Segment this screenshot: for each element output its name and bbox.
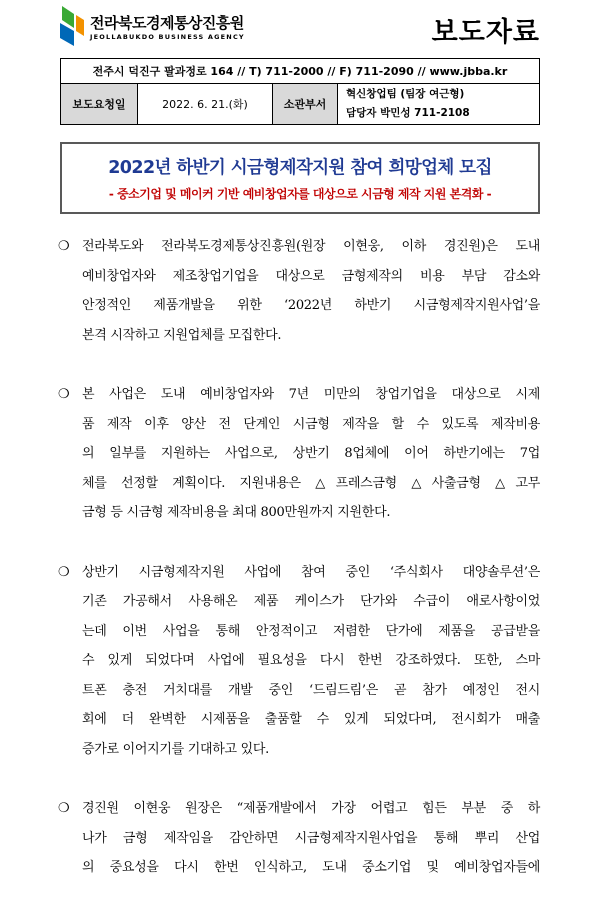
paragraph-line: 수 있게 되었다며 사업에 필요성을 다시 한번 강조하였다. 또한, 스마 (82, 653, 540, 668)
request-date-label: 보도요청일 (61, 84, 138, 125)
paragraph-line: 회에 더 완벽한 시제품을 출품할 수 있게 되었다며, 전시회가 매출 (82, 712, 540, 727)
headline-subtitle: - 중소기업 및 메이커 기반 예비창업자를 대상으로 시금형 제작 지원 본격화 - (108, 187, 492, 201)
paragraph-line: 상반기 시금형제작지원 사업에 참여 중인 ‘주식회사 대양솔루션’은 (82, 564, 540, 580)
paragraph-line: 증가로 이어지기를 기대하고 있다. (82, 741, 269, 757)
paragraph-line: 품 제작 이후 양산 전 단계인 시금형 제작을 할 수 있도록 제작비용 (82, 416, 540, 432)
bullet-circle-icon: ❍ (58, 801, 70, 816)
paragraph-line: 예비창업자와 제조창업기업을 대상으로 금형제작의 비용 부담 감소와 (82, 268, 540, 284)
paragraph-line: 기존 가공해서 사용해온 제품 케이스가 단가와 수급이 애로사항이었 (82, 594, 540, 609)
department-name: 혁신창업팀 (팀장 여근형) (346, 88, 465, 100)
page-header (0, 0, 600, 60)
org-name-english: JEOLLABUKDO BUSINESS AGENCY (90, 33, 245, 41)
paragraph-4 (58, 794, 540, 883)
document-type-title: 보도자료 (431, 17, 540, 48)
paragraph-line: 나가 금형 제작임을 감안하면 시금형제작지원사업을 통해 뿌리 산업 (82, 830, 540, 846)
organization-logo (56, 4, 286, 48)
paragraph-line: 본격 시작하고 지원업체를 모집한다. (82, 327, 282, 343)
paragraph-line: 의 중요성을 다시 한번 인식하고, 도내 중소기업 및 예비창업자들에 (82, 860, 540, 875)
headline-box (60, 142, 540, 214)
staff-contact: 담당자 박민성 711-2108 (346, 107, 470, 119)
bullet-circle-icon: ❍ (58, 239, 70, 254)
logo-orange-shape (76, 15, 84, 36)
department-label: 소관부서 (273, 84, 338, 125)
logo-green-shape (62, 6, 74, 28)
paragraph-line: 는데 이번 사업을 통해 안정적이고 저렴한 단가에 제품을 공급받을 (82, 623, 540, 639)
paragraph-line: 금형 등 시금형 제작비용을 최대 800만원까지 지원한다. (82, 505, 391, 520)
department-info (338, 84, 540, 125)
bullet-circle-icon: ❍ (58, 387, 70, 402)
paragraph-1 (58, 232, 540, 350)
logo-mark-icon (56, 4, 86, 48)
paragraph-line: 의 일부를 지원하는 사업으로, 상반기 8업체에 이어 하반기에는 7업 (82, 446, 540, 461)
paragraph-3 (58, 558, 540, 765)
paragraph-line: 체를 선정할 계획이다. 지원내용은 △프레스금형 △사출금형 △고무 (82, 475, 540, 491)
headline-title: 2022년 하반기 시금형제작지원 참여 희망업체 모집 (108, 158, 492, 178)
contact-info-table (60, 58, 540, 125)
paragraph-2 (58, 380, 540, 528)
bullet-circle-icon: ❍ (58, 564, 70, 580)
request-date-value: 2022. 6. 21.(화) (138, 84, 273, 125)
paragraph-line: 안정적인 제품개발을 위한 ‘2022년 하반기 시금형제작지원사업’을 (82, 298, 540, 313)
paragraph-line: 본 사업은 도내 예비창업자와 7년 미만의 창업기업을 대상으로 시제 (82, 387, 540, 402)
article-body (58, 232, 540, 913)
address-line: 전주시 덕진구 팔과정로 164 // T) 711-2000 // F) 711-2090 // www.jbba.kr (61, 59, 540, 84)
paragraph-line: 경진원 이현웅 원장은 “제품개발에서 가장 어렵고 힘든 부분 중 하 (82, 801, 540, 816)
paragraph-line: 트폰 충전 거치대를 개발 중인 ‘드림드림’은 곧 참가 예정인 전시 (82, 682, 540, 698)
org-name-korean: 전라북도경제통상진흥원 (90, 14, 244, 32)
paragraph-line: 전라북도와 전라북도경제통상진흥원(원장 이현웅, 이하 경진원)은 도내 (82, 239, 540, 254)
